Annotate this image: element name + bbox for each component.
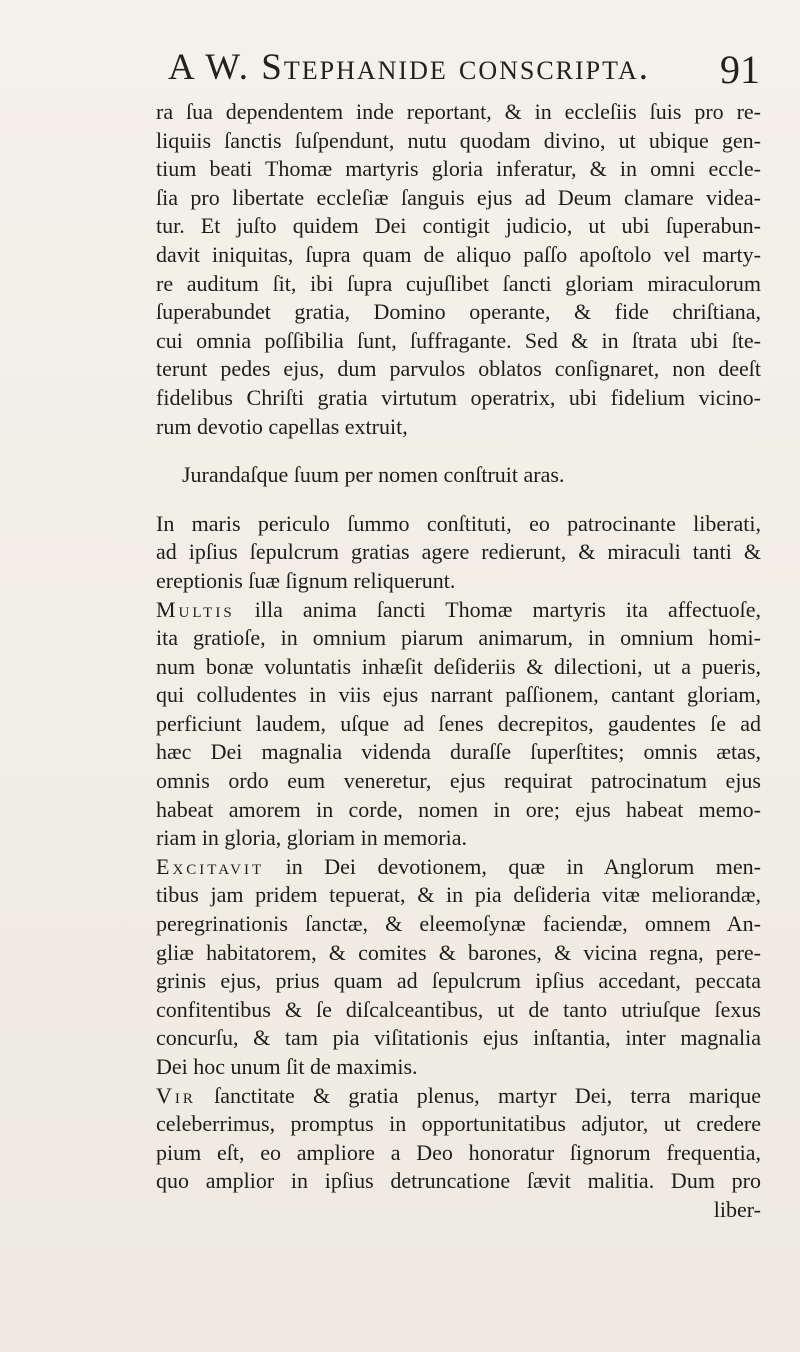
text-line: davit iniquitas, ſupra quam de aliquo paſſo apoſtolo vel marty- [156, 241, 761, 267]
text-line: ita gratioſe, in omnium piarum animarum, in omnium homi- [156, 625, 761, 651]
page-header [168, 40, 760, 96]
catchword: liber- [713, 1196, 761, 1222]
text-line: gliæ habitatorem, & comites & barones, & vicina regna, pere- [156, 939, 761, 965]
paragraph-5 [156, 1082, 761, 1196]
text-line [156, 853, 761, 882]
text-line: pium eſt, eo ampliore a Deo honoratur ſignorum frequentia, [156, 1139, 761, 1165]
body-text [156, 98, 761, 1225]
text-line: perficiunt laudem, uſque ad ſenes decrepitos, gaudentes ſe ad [156, 710, 761, 736]
paragraph-2 [156, 510, 761, 596]
paragraph-1 [156, 98, 761, 441]
text-line: riam in gloria, gloriam in memoria. [156, 825, 467, 851]
text-line-rest: illa anima ſancti Thomæ martyris ita affectuoſe, [234, 596, 761, 622]
text-line: re auditum ſit, ibi ſupra cujuſlibet ſancti gloriam miraculorum [156, 270, 761, 296]
text-line: ad ipſius ſepulcrum gratias agere redierunt, & miraculi tanti & [156, 539, 761, 565]
text-line: tur. Et juſto quidem Dei contigit judicio, ut ubi ſuperabun- [156, 213, 761, 239]
text-line: ra ſua dependentem inde reportant, & in eccleſiis ſuis pro re- [156, 99, 761, 124]
text-line: omnis ordo eum veneretur, ejus requirat patrocinatum ejus [156, 768, 761, 794]
text-line: num bonæ voluntatis inhæſit deſideriis & dilectioni, ut a pueris, [156, 653, 761, 679]
text-line: concurſu, & tam pia viſitationis ejus inſtantia, inter magnalia [156, 1025, 761, 1051]
text-line: hæc Dei magnalia videnda duraſſe ſuperſtites; omnis ætas, [156, 739, 761, 765]
text-line-rest: in Dei devotionem, quæ in Anglorum men- [264, 853, 761, 879]
text-line: ereptionis ſuæ ſignum reliquerunt. [156, 567, 456, 593]
text-line: tibus jam pridem tepuerat, & in pia deſideria vitæ meliorandæ, [156, 882, 761, 908]
text-line: rum devotio capellas extruit, [156, 413, 408, 439]
paragraph-4 [156, 853, 761, 1082]
text-line: terunt pedes ejus, dum parvulos oblatos conſignaret, non deeſt [156, 356, 761, 382]
text-line: habeat amorem in corde, nomen in ore; ejus habeat memo- [156, 796, 761, 822]
lead-word: Multis [156, 596, 235, 622]
text-line: quo amplior in ipſius detruncatione ſævit malitia. Dum pro [156, 1168, 761, 1194]
text-line: grinis ejus, prius quam ad ſepulcrum ipſius accedant, peccata [156, 968, 761, 994]
text-line: confitentibus & ſe diſcalceantibus, ut de tanto utriuſque ſexus [156, 996, 761, 1022]
text-line: ſuperabundet gratia, Domino operante, & fide chriſtiana, [156, 299, 761, 325]
text-line [156, 596, 761, 625]
text-line-rest: ſanctitate & gratia plenus, martyr Dei, terra marique [195, 1082, 761, 1108]
text-line: In maris periculo ſummo conſtituti, eo patrocinante liberati, [156, 510, 761, 536]
lead-word: Vir [156, 1082, 196, 1108]
lead-word: Excitavit [156, 853, 265, 879]
text-line: peregrinationis ſanctæ, & eleemoſynæ faciendæ, omnem An- [156, 911, 761, 937]
text-line: cui omnia poſſibilia ſunt, ſuffragante. Sed & in ſtrata ubi ſte- [156, 327, 761, 353]
text-line [156, 1082, 761, 1111]
paragraph-3 [156, 596, 761, 853]
text-line: qui colludentes in viis ejus narrant paſſionem, cantant gloriam, [156, 682, 761, 708]
text-line: Dei hoc unum ſit de maximis. [156, 1054, 418, 1079]
text-line: tium beati Thomæ martyris gloria inferatur, & in omni eccle- [156, 156, 761, 182]
verse-quotation: Jurandaſque ſuum per nomen conſtruit aras. [182, 462, 565, 488]
page-number: 91 [720, 47, 760, 92]
text-line: liquiis ſanctis ſuſpendunt, nutu quodam divino, ut ubique gen- [156, 127, 761, 153]
text-line: fidelibus Chriſti gratia virtutum operatrix, ubi fidelium vicino- [156, 384, 761, 410]
text-line: celeberrimus, promptus in opportunitatibus adjutor, ut credere [156, 1111, 761, 1137]
text-line: ſia pro libertate eccleſiæ ſanguis ejus ad Deum clamare videa- [156, 184, 761, 210]
running-title: A W. Stephanide conscripta. [168, 47, 650, 88]
